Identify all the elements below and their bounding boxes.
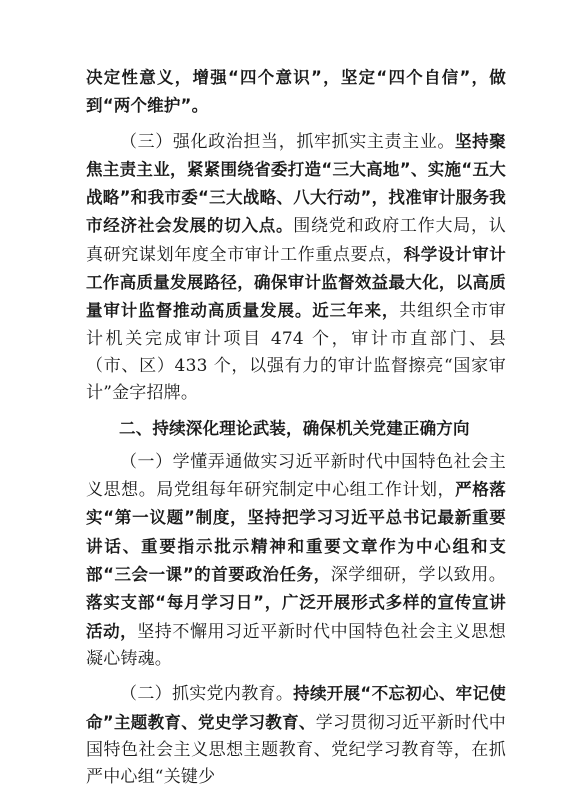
paragraph-gap (86, 442, 506, 449)
paragraph-heading: （三）强化政治担当，抓牢抓实主责主业。 (120, 131, 456, 152)
paragraph-party-education (86, 680, 506, 791)
paragraph-continuation (86, 64, 506, 121)
paragraph-gap (86, 121, 506, 128)
paragraph-text: 共组织全市审计机关完成审计项目 474 个，审计市直部门、县（市、区）433 个，以强有力的审计监督擦亮“国家审计”金字招牌。 (86, 301, 507, 404)
paragraph-text: 学习贯彻习近平新时代中国特色社会主义思想主题教育、党纪学习教育等，在抓严中心组“关键少 (86, 712, 506, 788)
paragraph-text: 坚持不懈用习近平新时代中国特色社会主义思想凝心铸魂。 (86, 621, 506, 669)
section-heading: 二、持续深化理论武装，确保机关党建正确方向 (119, 418, 470, 438)
paragraph-text: 局党组每年研究制定中心组工作计划， (156, 480, 456, 501)
paragraph-strengthen-political-responsibility (86, 128, 506, 408)
paragraph-heading: （一）学懂弄通做实习近平新时代中国特色社会主义思想。 (86, 451, 506, 501)
paragraph-gap (86, 408, 506, 415)
paragraph-continuation-text: 决定性意义，增强“四个意识”，坚定“四个自信”，做到“两个维护”。 (86, 68, 506, 116)
paragraph-emphasis: 严格落实“第一议题”制度，坚持把学习习近平总书记最新重要讲话、重要指示批示精神和重要文章作为中心组和支部“三会一课”的首要政治任务， (86, 480, 506, 585)
paragraph-emphasis: 坚持聚焦主责主业，紧紧围绕省委打造“三大高地”、实施“五大战略”和我市委“三大战略、八大行动”，找准审计服务我市经济社会发展的切入点。 (86, 131, 506, 236)
paragraph-theory-study (86, 449, 506, 673)
paragraph-emphasis: 落实支部“每月学习日”，广泛开展形式多样的宣传宣讲活动， (86, 593, 506, 641)
paragraph-emphasis: 持续开展“不忘初心、牢记使命”主题教育、党史学习教育、 (86, 684, 507, 732)
paragraph-text: 围绕党和政府工作大局，认真研究谋划年度全市审计工作重点要点， (86, 216, 506, 265)
paragraph-heading: （二）抓实党内教育。 (120, 684, 294, 705)
document-body (86, 64, 506, 791)
paragraph-gap (86, 673, 506, 680)
paragraph-emphasis: 科学设计审计工作高质量发展路径，确保审计监督效益最大化，以高质量审计监督推动高质量发展。近三年来， (86, 244, 506, 321)
paragraph-text: 深学细研，学以致用。 (330, 565, 506, 586)
